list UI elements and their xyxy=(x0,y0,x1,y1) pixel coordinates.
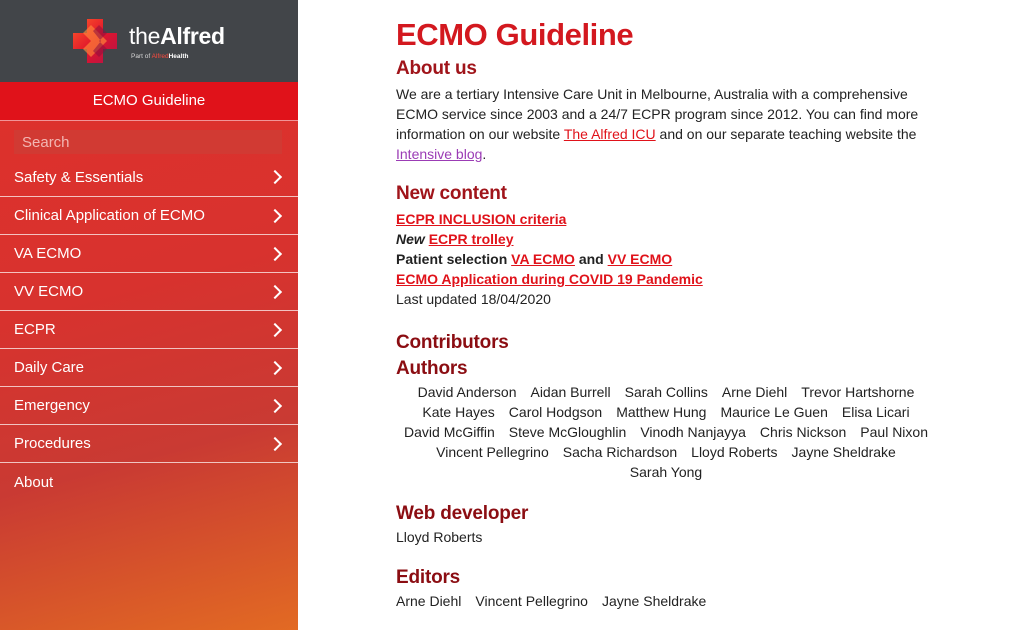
sidebar-item-about[interactable] xyxy=(0,463,298,501)
author-name: Steve McGloughlin xyxy=(508,424,627,440)
logo-sub-part-of: Part of xyxy=(131,53,152,60)
sidebar-item-label: VV ECMO xyxy=(14,283,84,300)
main-content xyxy=(396,14,956,611)
author-name: Aidan Burrell xyxy=(530,384,611,400)
author-name: David McGiffin xyxy=(404,424,495,440)
about-text-2: and on our separate teaching website the xyxy=(655,126,917,142)
sidebar-item-label: Procedures xyxy=(14,435,91,452)
logo-the: the xyxy=(129,23,161,49)
chevron-right-icon xyxy=(268,398,282,412)
web-developer-name: Lloyd Roberts xyxy=(396,529,483,545)
chevron-right-icon xyxy=(268,284,282,298)
editor-name: Arne Diehl xyxy=(396,593,462,609)
authors-line-5 xyxy=(396,462,936,482)
logo-subline xyxy=(131,53,188,60)
brand-bar xyxy=(0,0,298,82)
covid-ecmo-link[interactable]: ECMO Application during COVID 19 Pandemic xyxy=(396,271,703,287)
about-text-3: . xyxy=(482,146,487,162)
last-updated: Last updated 18/04/2020 xyxy=(396,291,551,307)
author-name: Sacha Richardson xyxy=(562,444,678,460)
web-developer-heading: Web developer xyxy=(396,503,529,524)
search-wrap xyxy=(0,121,298,158)
author-name: Sarah Yong xyxy=(629,464,703,480)
author-name: Jayne Sheldrake xyxy=(791,444,896,460)
author-name: Maurice Le Guen xyxy=(720,404,828,420)
new-content-line-3 xyxy=(396,249,956,269)
alfred-icu-link[interactable]: The Alfred ICU xyxy=(563,126,656,142)
author-name: Chris Nickson xyxy=(759,424,847,440)
sidebar-item-va-ecmo[interactable] xyxy=(0,235,298,273)
chevron-right-icon xyxy=(268,436,282,450)
new-content-line-2 xyxy=(396,229,956,249)
about-heading: About us xyxy=(396,58,477,79)
author-name: Vinodh Nanjayya xyxy=(640,424,746,440)
chevron-right-icon xyxy=(268,170,282,184)
author-name: Arne Diehl xyxy=(721,384,788,400)
and-label: and xyxy=(574,251,608,267)
chevron-right-icon xyxy=(268,208,282,222)
author-name: Matthew Hung xyxy=(616,404,707,420)
author-name: Kate Hayes xyxy=(422,404,495,420)
logo-wordmark xyxy=(129,23,225,50)
author-name: David Anderson xyxy=(417,384,517,400)
new-content-list xyxy=(396,209,956,309)
author-name: Carol Hodgson xyxy=(508,404,603,420)
new-label: New xyxy=(396,231,425,247)
sidebar-item-label: Safety & Essentials xyxy=(14,168,144,186)
sidebar xyxy=(0,0,298,630)
about-text-1: We are a tertiary Intensive Care Unit in Melbourne, Australia with a comprehensive ECMO service since 2003 and a 24/7 ECPR program since 2012. You can find more information on our website xyxy=(396,86,919,142)
author-name: Elisa Licari xyxy=(841,404,910,420)
authors-line-2 xyxy=(396,402,936,422)
sidebar-item-label: ECPR xyxy=(14,321,56,338)
sidebar-item-label: Daily Care xyxy=(14,359,85,376)
patient-selection-label: Patient selection xyxy=(396,251,512,267)
new-content-heading: New content xyxy=(396,183,507,204)
sidebar-item-ecpr[interactable] xyxy=(0,311,298,349)
author-name: Paul Nixon xyxy=(860,424,928,440)
new-content-line-1 xyxy=(396,209,956,229)
sidebar-item-label: About xyxy=(14,473,54,491)
search-input[interactable] xyxy=(14,130,282,154)
alfred-logo-icon xyxy=(71,17,119,65)
chevron-right-icon xyxy=(268,246,282,260)
editor-name: Vincent Pellegrino xyxy=(475,593,588,609)
authors-line-3 xyxy=(396,422,936,442)
logo-sub-health: Health xyxy=(168,53,189,60)
intensive-blog-link[interactable]: Intensive blog xyxy=(396,146,483,162)
author-name: Vincent Pellegrino xyxy=(436,444,549,460)
sidebar-item-clinical-application[interactable] xyxy=(0,197,298,235)
sidebar-item-label: VA ECMO xyxy=(14,245,82,262)
about-paragraph xyxy=(396,84,936,164)
editor-name: Jayne Sheldrake xyxy=(601,593,707,609)
sidebar-title[interactable]: ECMO Guideline xyxy=(0,82,298,121)
sidebar-item-label: Clinical Application of ECMO xyxy=(14,207,205,224)
chevron-right-icon xyxy=(268,360,282,374)
ecpr-trolley-link[interactable]: ECPR trolley xyxy=(428,231,514,247)
page-title: ECMO Guideline xyxy=(396,17,634,52)
author-name: Sarah Collins xyxy=(624,384,708,400)
sidebar-nav xyxy=(0,158,298,501)
chevron-right-icon xyxy=(268,322,282,336)
va-ecmo-link[interactable]: VA ECMO xyxy=(511,251,575,267)
authors-line-1 xyxy=(396,382,936,402)
authors-heading: Authors xyxy=(396,358,468,379)
contributors-heading: Contributors xyxy=(396,332,509,353)
sidebar-item-label: Emergency xyxy=(14,397,90,414)
sidebar-item-vv-ecmo[interactable] xyxy=(0,273,298,311)
sidebar-item-safety-essentials[interactable] xyxy=(0,158,298,197)
ecpr-inclusion-link[interactable]: ECPR INCLUSION criteria xyxy=(396,211,567,227)
author-name: Trevor Hartshorne xyxy=(801,384,915,400)
logo-sub-alfred: Alfred xyxy=(151,53,169,60)
sidebar-item-emergency[interactable] xyxy=(0,387,298,425)
authors-list xyxy=(396,382,956,482)
editors-heading: Editors xyxy=(396,567,461,588)
sidebar-item-procedures[interactable] xyxy=(0,425,298,463)
new-content-line-4 xyxy=(396,269,956,289)
editors-list xyxy=(396,591,956,611)
authors-line-4 xyxy=(396,442,936,462)
sidebar-item-daily-care[interactable] xyxy=(0,349,298,387)
logo-alfred: Alfred xyxy=(160,23,225,49)
vv-ecmo-link[interactable]: VV ECMO xyxy=(607,251,673,267)
author-name: Lloyd Roberts xyxy=(691,444,778,460)
